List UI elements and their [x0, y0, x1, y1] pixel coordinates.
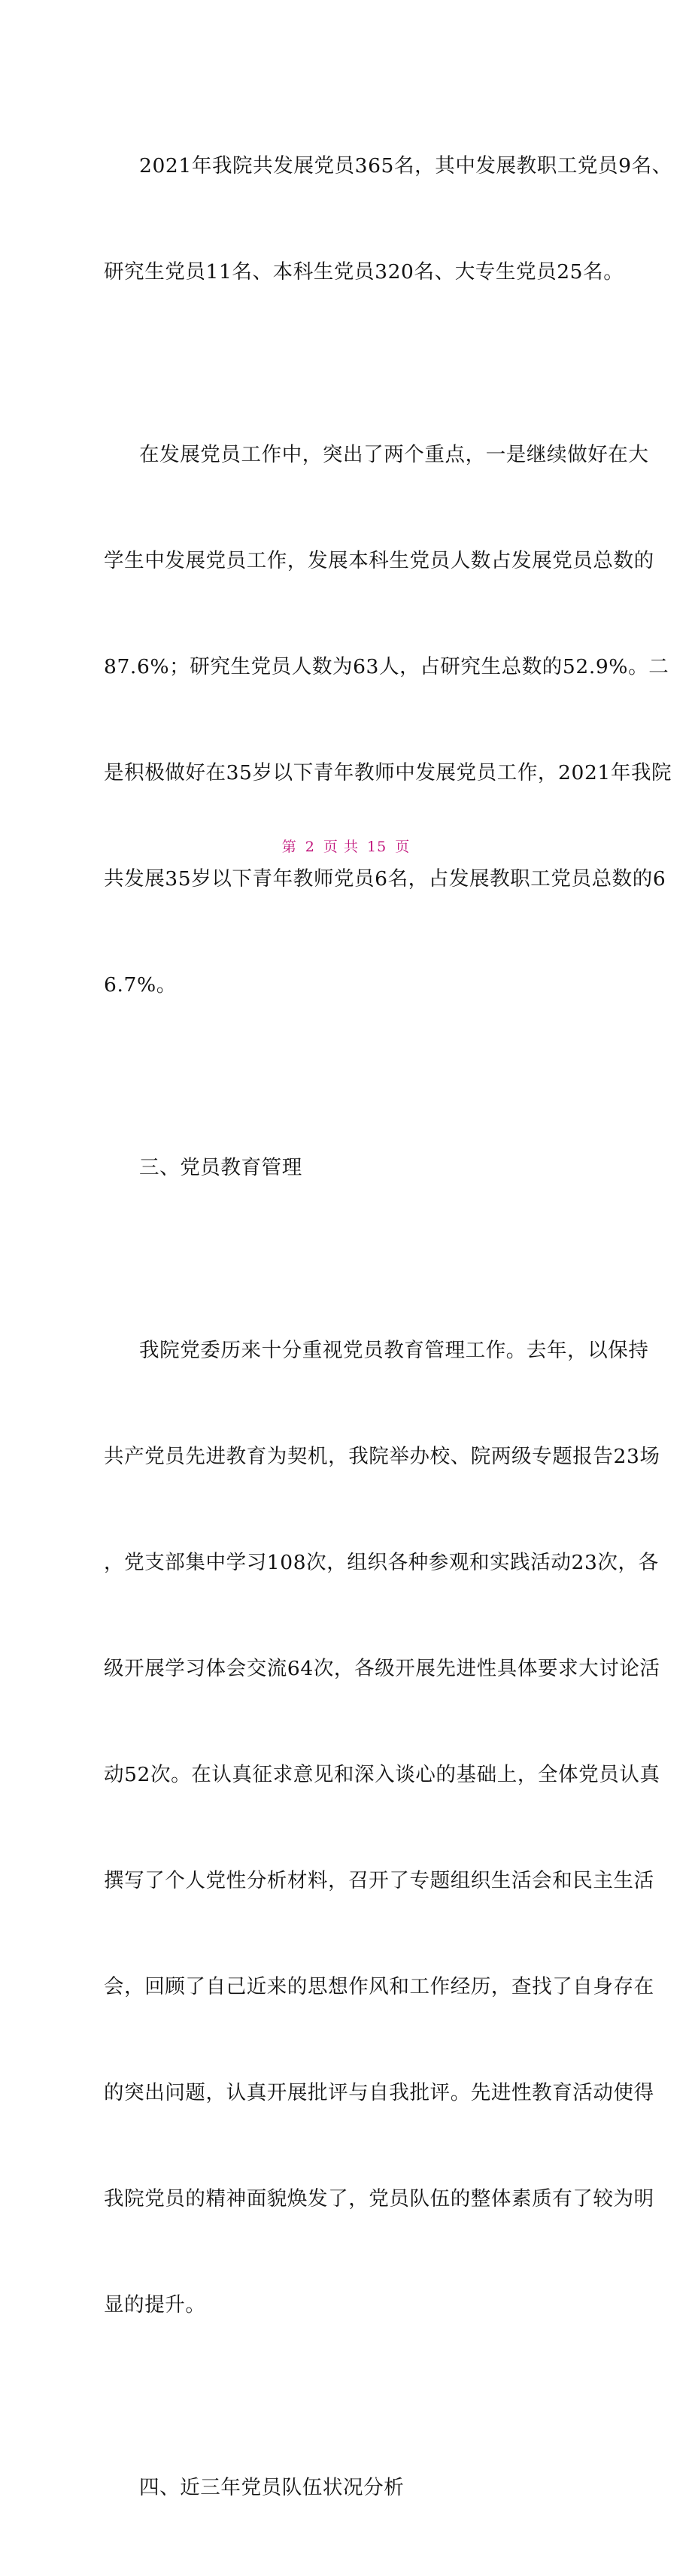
- text-line: 是积极做好在35岁以下青年教师中发展党员工作，2021年我院: [104, 761, 672, 784]
- text-line: 研究生党员11名、本科生党员320名、大专生党员25名。: [104, 260, 624, 284]
- page-footer: [0, 836, 692, 856]
- text-line: 在发展党员工作中，突出了两个重点，一是继续做好在大: [139, 443, 649, 466]
- text-line: 87.6%；研究生党员人数为63人，占研究生总数的52.9%。二: [104, 655, 669, 678]
- text-line: 的突出问题，认真开展批评与自我批评。先进性教育活动使得: [104, 2081, 654, 2104]
- text-line: 显的提升。: [104, 2293, 206, 2317]
- footer-total-pages: 15: [367, 839, 387, 855]
- text-line: 会，回顾了自己近来的思想作风和工作经历，查找了自身存在: [104, 1975, 654, 1998]
- paragraph-education-management: [104, 1262, 660, 2393]
- footer-prefix: 第: [281, 839, 297, 855]
- text-line: 动52次。在认真征求意见和深入谈心的基础上，全体党员认真: [104, 1763, 660, 1786]
- text-line: 撰写了个人党性分析材料，召开了专题组织生活会和民主生活: [104, 1869, 654, 1892]
- text-line: 2021年我院共发展党员365名，其中发展教职工党员9名、: [139, 154, 672, 177]
- section-heading-team-analysis: [104, 2399, 591, 2576]
- text-line: 共产党员先进教育为契机，我院举办校、院两级专题报告23场: [104, 1445, 660, 1468]
- text-line: 学生中发展党员工作，发展本科生党员人数占发展党员总数的: [104, 549, 654, 572]
- footer-page-number: 2: [305, 839, 315, 855]
- paragraph-two-priorities: [104, 366, 672, 1073]
- section-heading-education-management: [104, 1079, 591, 1256]
- text-line: 我院党员的精神面貌焕发了，党员队伍的整体素质有了较为明: [104, 2187, 654, 2210]
- text-line: 级开展学习体会交流64次，各级开展先进性具体要求大讨论活: [104, 1657, 660, 1680]
- text-line: 我院党委历来十分重视党员教育管理工作。去年，以保持: [139, 1339, 649, 1362]
- paragraph-party-development-count: [104, 77, 672, 360]
- footer-middle: 页 共: [323, 839, 359, 855]
- footer-suffix: 页: [395, 839, 411, 855]
- text-line: 6.7%。: [104, 973, 177, 997]
- document-body: [104, 77, 672, 2576]
- heading-line: 三、党员教育管理: [139, 1156, 302, 1179]
- text-line: ，党支部集中学习108次，组织各种参观和实践活动23次，各: [104, 1551, 659, 1574]
- heading-line: 四、近三年党员队伍状况分析: [139, 2476, 405, 2499]
- text-line: 共发展35岁以下青年教师党员6名，占发展教职工党员总数的6: [104, 867, 666, 891]
